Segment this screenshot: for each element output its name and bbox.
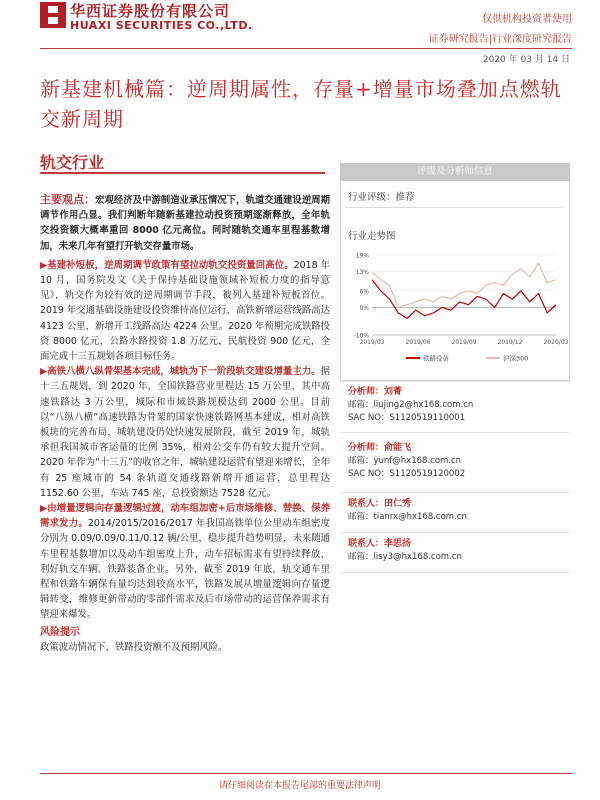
analyst-1-email: 邮箱：liujing2@hx168.com.cn [348, 400, 474, 410]
sidebar-header: 评级及分析师信息 [340, 163, 570, 181]
x-tick-label: 2019/06 [405, 339, 431, 346]
analyst-2-email: 邮箱：yunf@hx168.com.cn [348, 456, 462, 466]
paragraph-1 [40, 258, 330, 364]
trend-chart-label: 行业走势图 [348, 231, 396, 242]
risk-title: 风险提示 [40, 626, 80, 638]
analyst-2-sac: SAC NO：S1120519120002 [348, 469, 466, 479]
contact-2-email: 邮箱：lisy3@hx168.com.cn [348, 552, 462, 562]
contact-1 [348, 498, 570, 524]
y-tick-label: 0% [359, 304, 369, 312]
industry-divider [40, 172, 325, 174]
paragraph-2-heading: ▶高铁八横八纵骨架基本完成，城轨为下一阶段轨交建设增量主力。 [40, 366, 321, 378]
key-points-label: 主要观点： [40, 193, 96, 206]
contact-2-name: 联系人：李思扬 [348, 539, 412, 549]
risk-text: 政策波动情况下，铁路投资额不及预期风险。 [40, 641, 228, 653]
key-points [40, 192, 330, 254]
analyst-2-name: 分析师：俞能飞 [348, 443, 412, 453]
analyst-1 [348, 386, 570, 425]
industry-trend-chart [346, 247, 569, 367]
contact-1-email: 邮箱：tianrx@hx168.com.cn [348, 512, 467, 522]
analyst-divider [340, 572, 570, 573]
analyst-2 [348, 442, 570, 481]
company-name-cn: 华西证券股份有限公司 [70, 2, 231, 20]
legend-label: 铁路设备 [423, 354, 449, 363]
paragraph-1-heading: ▶基建补短板，逆周期调节政策有望拉动轨交投资量回高位。 [40, 259, 294, 271]
contact-1-name: 联系人：田仁秀 [348, 499, 412, 509]
series-line-铁路设备 [372, 280, 556, 319]
legal-notice: 请仔细阅读在本报告尾部的重要法律声明 [218, 781, 381, 791]
paragraph-2-body: 据十三五规划，到 2020 年，全国铁路营业里程达 15 万公里，其中高速铁路达 3 万公里，城际和市域铁路规模达到 2000 公里。目前以“八纵八横”高速铁路为骨架的国家快速铁路网基本建成，相对高铁板块的完善布局，城轨建设仍处快速发展阶段，截至 2019 年，城轨承担我国城市客运量的比例 35%，相对公交车仍有较大提升空间。2020 年作为“十三五”的收官之年，城轨建设运营有望迎来增长，全年有 25 座城市的 54 条轨道交通线路新增开通运营，总里程达 1152.60 公里，车站 745 座，总投资额达 7528 亿元。 [40, 366, 330, 499]
company-logo [40, 2, 66, 28]
paragraph-3 [40, 501, 330, 623]
x-tick-label: 2019/09 [451, 339, 477, 346]
analyst-divider [340, 432, 570, 433]
x-tick-label: 2019/12 [497, 339, 523, 346]
analyst-divider [340, 532, 570, 533]
x-tick-label: 2019/03 [359, 339, 385, 346]
y-tick-label: 6% [359, 288, 369, 296]
key-points-text: 宏观经济及中游制造业承压情况下，轨道交通建设逆周期调节作用凸显。我们判断年随新基建拉动投资预期逐渐释放，全年轨交投资额大概率重回 8000 亿元高位。同时随轨交通车里程基数增加，未来几年有望打开轨交存量市场。 [40, 195, 330, 252]
paragraph-3-heading: ▶由增量逻辑向存量逻辑过渡，动车组加密+后市场维修、替换、保养需求发力。 [40, 503, 330, 530]
y-tick-label: -10% [353, 332, 369, 340]
analyst-1-sac: SAC NO：S1120519110001 [348, 413, 466, 423]
y-tick-label: 19% [355, 252, 369, 260]
industry-rating: 行业评级：推荐 [348, 192, 415, 203]
x-tick-label: 2020/03 [543, 339, 569, 346]
report-title: 新基建机械篇：逆周期属性，存量+增量市场叠加点燃轨交新周期 [40, 77, 562, 131]
report-date: 2020 年 03 月 14 日 [482, 55, 570, 65]
paragraph-2 [40, 364, 330, 501]
paragraph-1-body: 2018 年 10 月，国务院发文《关于保持基础设施领域补短板力度的指导意见》，轨交作为较有效的逆周期调节手段，被列入基建补短板首位。2019 年交通基础设施建设投资维持高位运行，高铁新增运营线路高达 4123 公里，新增开工线路高达 4224 公里。2020 年预期完成铁路投资 8000 亿元，公路水路投资 1.8 万亿元，民航投资 900 亿元，全面完成十三五规划各项目标任务。 [40, 259, 331, 363]
y-tick-label: 13% [355, 269, 369, 277]
rating-divider [346, 207, 564, 208]
paragraph-3-body: 2014/2015/2016/2017 年我国高铁单位公里动车组密度分别为 0.09/0.09/0.11/0.12 辆/公里，稳步提升趋势明显，未来随通车里程基数增加以及动车组密度上升，动车招标需求有望持续释放，利好轨交车辆、铁路装备企业。另外，截至 2019 年底，轨交通车里程和铁路车辆保有量均达到较高水平，铁路发展从增量逻辑向存量逻辑转变，维修更新带动的零部件需求及后市场带动的运营保养需求有望迎来爆发。 [40, 518, 330, 621]
analyst-divider [340, 492, 570, 493]
main-content [40, 192, 330, 655]
analyst-divider [340, 381, 570, 382]
contact-2 [348, 538, 570, 564]
footer-divider [40, 773, 572, 774]
analyst-1-name: 分析师：刘菁 [348, 387, 403, 397]
company-name-en: HUAXI SECURITIES CO.,LTD. [70, 19, 253, 32]
legend-label: 沪深300 [503, 354, 529, 363]
audience-note: 仅供机构投资者使用 [482, 14, 572, 25]
report-type: 证券研究报告|行业深度研究报告 [428, 34, 572, 45]
header-divider [40, 48, 572, 49]
industry-label: 轨交行业 [40, 153, 105, 172]
